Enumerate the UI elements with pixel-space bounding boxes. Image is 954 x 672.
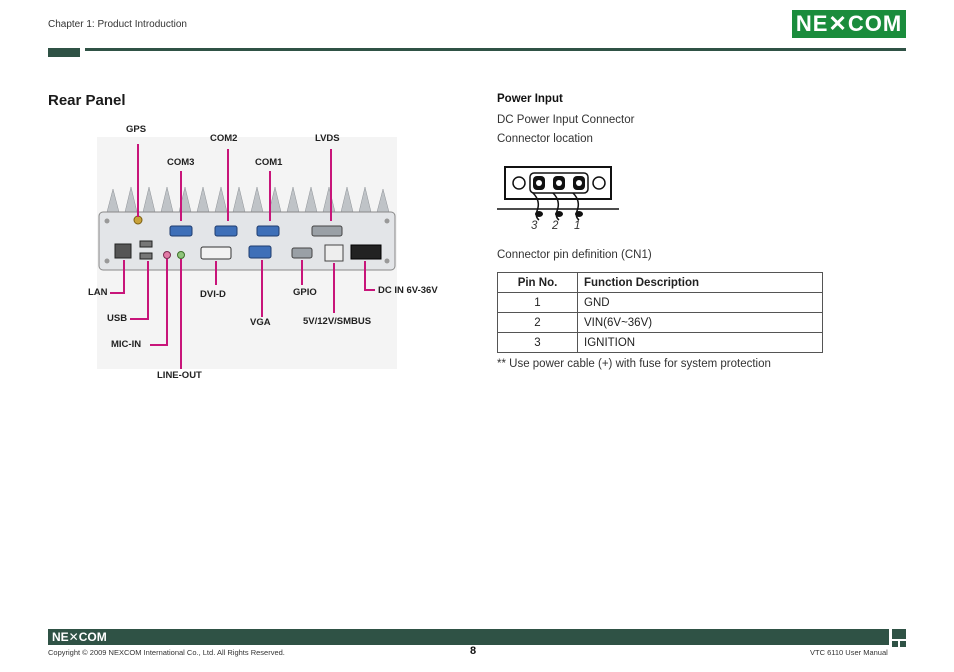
chapter-title: Chapter 1: Product Introduction (48, 19, 187, 30)
label-lan: LAN (88, 287, 108, 298)
connector-diagram (497, 164, 621, 234)
function-cell: VIN(6V~36V) (578, 313, 823, 333)
label-dvi-d: DVI-D (200, 289, 226, 300)
label-com2: COM2 (210, 133, 238, 144)
footer-decor (892, 641, 898, 647)
label-line-out: LINE-OUT (157, 370, 202, 381)
pin-cell: 1 (498, 293, 578, 313)
footer-decor (892, 629, 906, 639)
label-dc-in: DC IN 6V-36V (378, 285, 438, 296)
table-header-row (498, 273, 823, 293)
label-com1: COM1 (255, 157, 283, 168)
function-cell: GND (578, 293, 823, 313)
label-smbus: 5V/12V/SMBUS (303, 316, 372, 327)
power-input-title: Power Input (497, 93, 563, 105)
label-mic-in: MIC-IN (111, 339, 142, 350)
label-gpio: GPIO (293, 287, 317, 298)
copyright-text: Copyright © 2009 NEXCOM International Co., Ltd. All Rights Reserved. (48, 648, 285, 657)
pin-label-3: 3 (531, 220, 538, 232)
label-lvds: LVDS (315, 133, 340, 144)
header-pin-no: Pin No. (498, 273, 578, 293)
page-number: 8 (470, 645, 477, 657)
pin-label-2: 2 (552, 220, 559, 232)
label-usb: USB (107, 313, 128, 324)
rear-panel-illustration (97, 137, 397, 369)
table-row (498, 333, 823, 353)
table-row (498, 313, 823, 333)
pin-label-1: 1 (574, 220, 581, 232)
footer-logo: NE✕COM (52, 630, 107, 644)
function-cell: IGNITION (578, 333, 823, 353)
label-gps: GPS (126, 124, 147, 135)
section-title: Rear Panel (48, 92, 126, 109)
power-input-line2: Connector location (497, 133, 593, 145)
pin-table-caption: Connector pin definition (CN1) (497, 249, 652, 261)
table-row (498, 293, 823, 313)
power-input-line1: DC Power Input Connector (497, 114, 635, 126)
header-tab (48, 48, 80, 57)
nexcom-logo (792, 10, 906, 38)
manual-title: VTC 6110 User Manual (810, 648, 888, 657)
pin-cell: 3 (498, 333, 578, 353)
footer-decor (900, 641, 906, 647)
logo-text: NE✕COM (795, 11, 903, 36)
fuse-note: ** Use power cable (+) with fuse for system protection (497, 358, 771, 370)
footer-bar (48, 629, 889, 645)
header-rule (85, 48, 906, 51)
label-com3: COM3 (167, 157, 195, 168)
pin-cell: 2 (498, 313, 578, 333)
label-vga: VGA (250, 317, 271, 328)
header-function: Function Description (578, 273, 823, 293)
pin-definition-table (497, 272, 823, 353)
